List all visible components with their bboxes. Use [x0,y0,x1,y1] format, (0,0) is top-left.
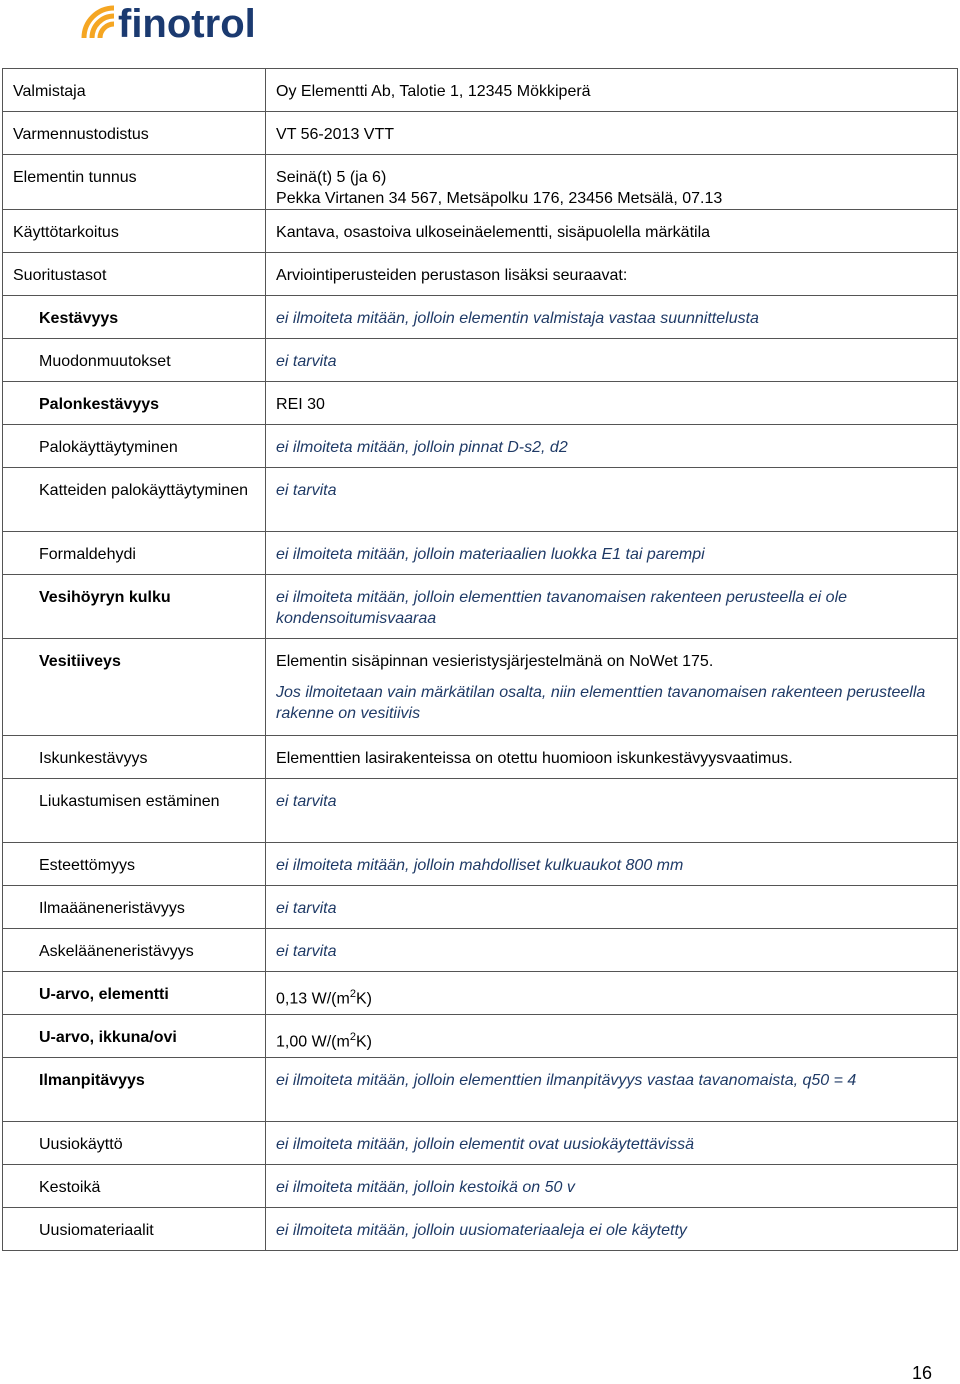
label-vesitiiveys: Vesitiiveys [3,639,266,736]
finotrol-logo [80,2,340,42]
value-kestoika: ei ilmoiteta mitään, jolloin kestoikä on 50 v [266,1165,958,1208]
label-suoritustasot: Suoritustasot [3,253,266,296]
table-row [3,296,958,339]
value-vesihoyryn-kulku: ei ilmoiteta mitään, jolloin elementtien tavanomaisen rakenteen perusteella ei ole kondensoitumisvaaraa [266,575,958,639]
label-palonkestavyys: Palonkestävyys [3,382,266,425]
logo-text: finotrol [118,2,256,42]
value-valmistaja: Oy Elementti Ab, Talotie 1, 12345 Mökkiperä [266,69,958,112]
label-uusiokaytto: Uusiokäyttö [3,1122,266,1165]
label-katteiden-palokayttaytyminen: Katteiden palokäyttäytyminen [3,468,266,532]
label-muodonmuutokset: Muodonmuutokset [3,339,266,382]
elementin-tunnus-line1: Seinä(t) 5 (ja 6) [276,169,387,186]
table-row [3,1058,958,1122]
value-esteettomyys: ei ilmoiteta mitään, jolloin mahdolliset kulkuaukot 800 mm [266,843,958,886]
label-kestoika: Kestoikä [3,1165,266,1208]
table-row [3,779,958,843]
table-row [3,1208,958,1251]
label-formaldehydi: Formaldehydi [3,532,266,575]
value-palokayttaytyminen: ei ilmoiteta mitään, jolloin pinnat D-s2, d2 [266,425,958,468]
table-row [3,425,958,468]
value-varmennustodistus: VT 56-2013 VTT [266,112,958,155]
page-number: 16 [912,1363,933,1383]
label-valmistaja: Valmistaja [3,69,266,112]
value-uusiomateriaalit: ei ilmoiteta mitään, jolloin uusiomateriaaleja ei ole käytetty [266,1208,958,1251]
vesitiiveys-text: Elementin sisäpinnan vesieristysjärjestelmänä on NoWet 175. [276,653,714,670]
u-arvo-elementti-sup: 2 [349,988,356,1000]
label-kestavyys: Kestävyys [3,296,266,339]
value-uusiokaytto: ei ilmoiteta mitään, jolloin elementit ovat uusiokäytettävissä [266,1122,958,1165]
value-vesitiiveys [266,639,958,736]
label-kayttotarkoitus: Käyttötarkoitus [3,210,266,253]
table-row [3,639,958,736]
value-askelaaneneristavyys: ei tarvita [266,929,958,972]
value-ilmanpitavyys: ei ilmoiteta mitään, jolloin elementtien ilmanpitävyys vastaa tavanomaista, q50 = 4 [266,1058,958,1122]
table-row [3,339,958,382]
vesitiiveys-note: Jos ilmoitetaan vain märkätilan osalta, niin elementtien tavanomaisen rakenteen perusteella rakenne on vesitiivis [276,684,926,722]
u-arvo-ikkuna-sup: 2 [349,1031,356,1043]
table-row [3,886,958,929]
table-row [3,253,958,296]
u-arvo-elementti-post: K) [355,990,372,1008]
label-elementin-tunnus: Elementin tunnus [3,155,266,210]
value-suoritustasot: Arviointiperusteiden perustason lisäksi seuraavat: [266,253,958,296]
elementin-tunnus-line2: Pekka Virtanen 34 567, Metsäpolku 176, 23456 Metsälä, 07.13 [276,190,723,207]
value-ilmaaaneneristavyys: ei tarvita [266,886,958,929]
table-row [3,468,958,532]
label-iskunkestavyys: Iskunkestävyys [3,736,266,779]
table-row [3,382,958,425]
label-askelaaneneristavyys: Askelääneneristävyys [3,929,266,972]
table-row [3,532,958,575]
label-palokayttaytyminen: Palokäyttäytyminen [3,425,266,468]
table-row [3,972,958,1015]
table-row [3,1165,958,1208]
label-uusiomateriaalit: Uusiomateriaalit [3,1208,266,1251]
label-esteettomyys: Esteettömyys [3,843,266,886]
specification-table [2,68,958,1251]
table-row [3,1015,958,1058]
u-arvo-elementti-pre: 0,13 W/(m [276,990,350,1008]
value-kayttotarkoitus: Kantava, osastoiva ulkoseinäelementti, sisäpuolella märkätila [266,210,958,253]
value-muodonmuutokset: ei tarvita [266,339,958,382]
label-ilmanpitavyys: Ilmanpitävyys [3,1058,266,1122]
value-u-arvo-elementti [266,972,958,1015]
label-u-arvo-ikkuna-ovi: U-arvo, ikkuna/ovi [3,1015,266,1058]
value-iskunkestavyys: Elementtien lasirakenteissa on otettu huomioon iskunkestävyysvaatimus. [266,736,958,779]
label-u-arvo-elementti: U-arvo, elementti [3,972,266,1015]
u-arvo-ikkuna-pre: 1,00 W/(m [276,1033,350,1051]
value-u-arvo-ikkuna-ovi [266,1015,958,1058]
table-row [3,112,958,155]
table-row [3,69,958,112]
label-ilmaaaneneristavyys: Ilmaääneneristävyys [3,886,266,929]
table-row [3,155,958,210]
value-elementin-tunnus [266,155,958,210]
table-row [3,736,958,779]
value-formaldehydi: ei ilmoiteta mitään, jolloin materiaalien luokka E1 tai parempi [266,532,958,575]
u-arvo-ikkuna-post: K) [355,1033,372,1051]
value-liukastumisen-estaminen: ei tarvita [266,779,958,843]
table-row [3,1122,958,1165]
label-vesihoyryn-kulku: Vesihöyryn kulku [3,575,266,639]
value-katteiden-palokayttaytyminen: ei tarvita [266,468,958,532]
table-row [3,575,958,639]
table-row [3,210,958,253]
label-liukastumisen-estaminen: Liukastumisen estäminen [3,779,266,843]
value-palonkestavyys: REI 30 [266,382,958,425]
value-kestavyys: ei ilmoiteta mitään, jolloin elementin valmistaja vastaa suunnittelusta [266,296,958,339]
table-row [3,843,958,886]
label-varmennustodistus: Varmennustodistus [3,112,266,155]
table-row [3,929,958,972]
